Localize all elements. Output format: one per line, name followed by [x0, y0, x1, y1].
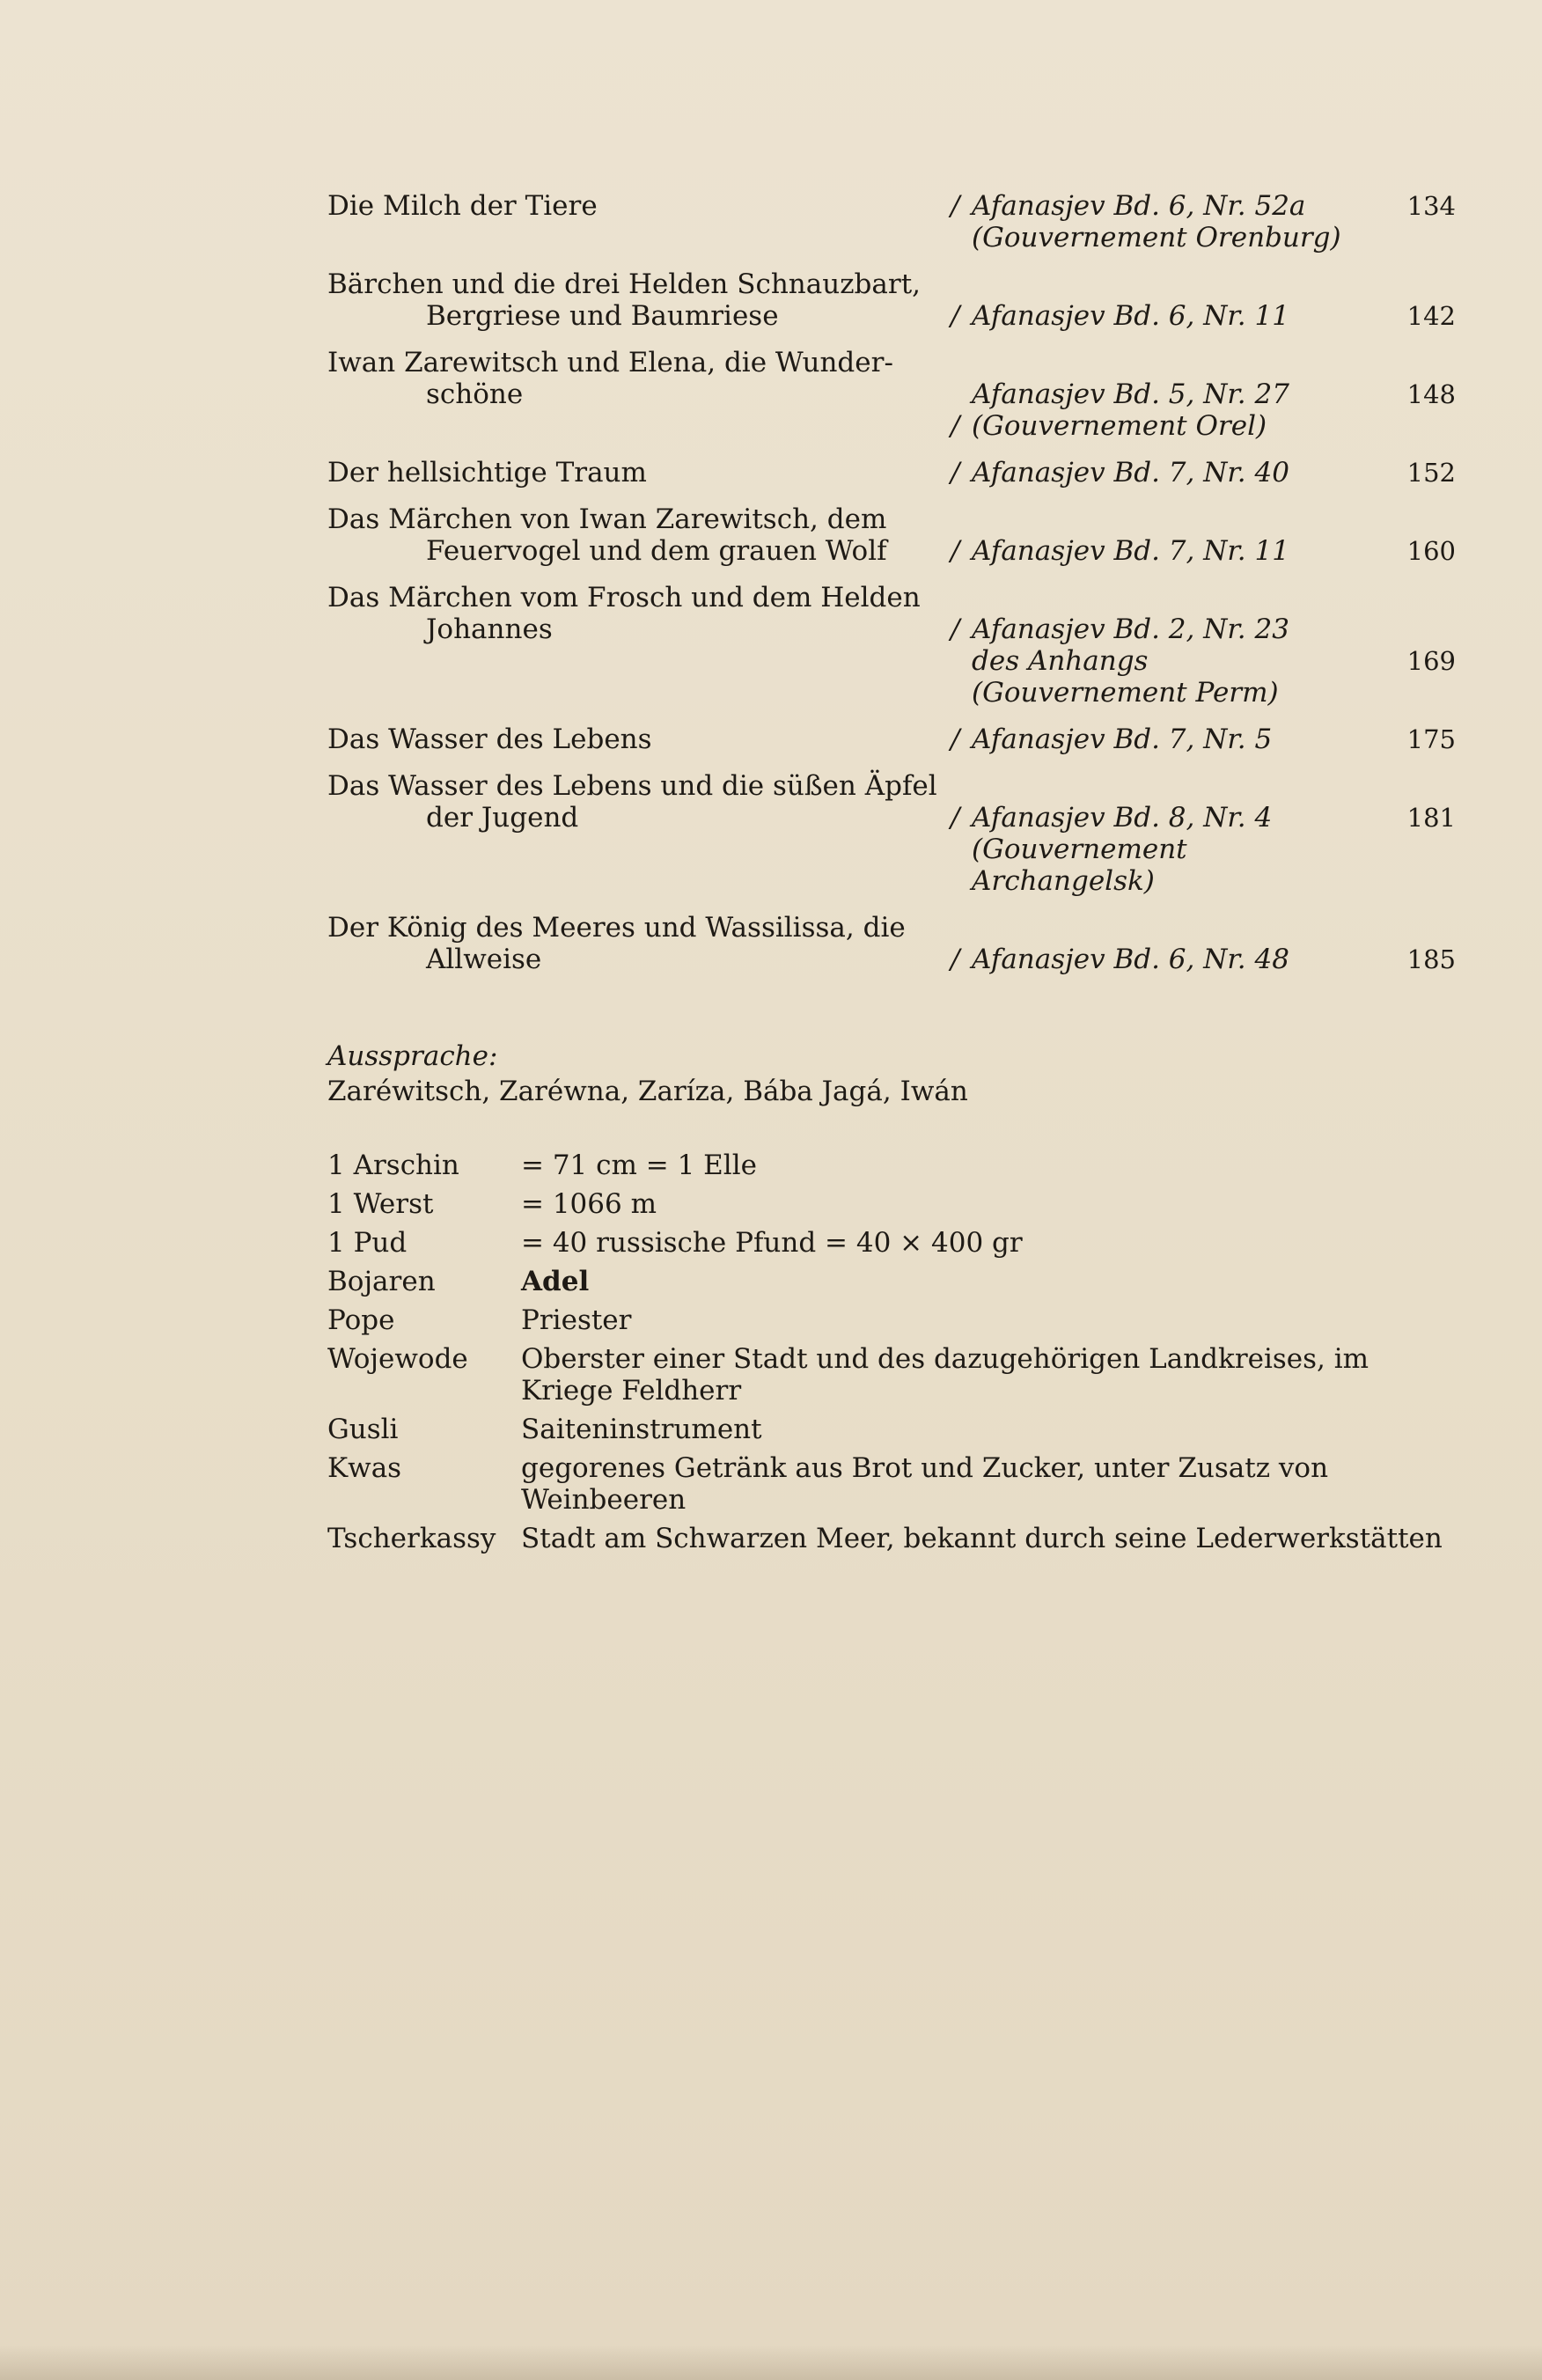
toc-title: Die Milch der Tiere — [327, 190, 598, 222]
toc-title: Das Märchen von Iwan Zarewitsch, dem Feuervogel und dem grauen Wolf — [327, 503, 887, 567]
toc-entry — [327, 582, 1472, 709]
toc-page-number: 185 — [1406, 944, 1456, 974]
toc-entry — [327, 347, 1472, 442]
glossary-row — [327, 1150, 1463, 1181]
glossary-term: 1 Werst — [327, 1188, 434, 1220]
toc-page-number: 160 — [1406, 536, 1456, 566]
glossary-row — [327, 1523, 1463, 1554]
glossary-term: 1 Pud — [327, 1227, 408, 1259]
slash: / — [951, 535, 960, 567]
toc-source: Afanasjev Bd. 7, Nr. 5 — [972, 724, 1273, 755]
table-of-contents — [327, 190, 1472, 990]
slash: / — [951, 802, 960, 834]
slash: / — [951, 457, 960, 488]
toc-title: Das Wasser des Lebens — [327, 724, 652, 755]
pronunciation-text: Zaréwitsch, Zaréwna, Zaríza, Bába Jagá, Iwán — [327, 1076, 968, 1107]
toc-page-number: 181 — [1406, 803, 1456, 833]
pronunciation-section — [327, 1039, 968, 1109]
toc-page-number: 142 — [1406, 301, 1456, 331]
glossary-definition: Saiteninstrument — [521, 1414, 762, 1445]
toc-page-number: 169 — [1406, 646, 1456, 676]
toc-source: Afanasjev Bd. 6, Nr. 11 — [972, 300, 1289, 332]
glossary-row — [327, 1227, 1463, 1259]
toc-title: Das Märchen vom Frosch und dem Helden Johannes — [327, 582, 921, 645]
glossary-definition: Priester — [521, 1304, 632, 1336]
glossary-row — [327, 1188, 1463, 1220]
glossary-row — [327, 1266, 1463, 1297]
pronunciation-heading: Aussprache: — [327, 1040, 498, 1072]
toc-title: Der hellsichtige Traum — [327, 457, 647, 488]
slash: / — [951, 410, 960, 442]
toc-source: Afanasjev Bd. 2, Nr. 23 des Anhangs (Gouvernement Perm) — [972, 613, 1289, 709]
toc-source: Afanasjev Bd. 7, Nr. 11 — [972, 535, 1289, 567]
glossary — [327, 1150, 1463, 1561]
toc-page-number: 152 — [1406, 458, 1456, 488]
glossary-definition: = 71 cm = 1 Elle — [521, 1150, 757, 1181]
glossary-definition: Stadt am Schwarzen Meer, bekannt durch seine Lederwerkstätten — [521, 1523, 1443, 1554]
toc-title: Iwan Zarewitsch und Elena, die Wunder- schöne — [327, 347, 893, 410]
toc-source: Afanasjev Bd. 8, Nr. 4 (Gouvernement Archangelsk) — [972, 802, 1273, 897]
glossary-definition: = 1066 m — [521, 1188, 657, 1220]
toc-entry — [327, 912, 1472, 975]
glossary-term: Kwas — [327, 1452, 402, 1484]
glossary-term: Wojewode — [327, 1343, 468, 1375]
slash: / — [951, 190, 960, 222]
toc-entry — [327, 268, 1472, 332]
toc-entry — [327, 503, 1472, 567]
slash: / — [951, 724, 960, 755]
toc-entry — [327, 457, 1472, 488]
toc-title: Der König des Meeres und Wassilissa, die Allweise — [327, 912, 906, 975]
slash: / — [951, 300, 960, 332]
glossary-definition: Adel — [521, 1266, 590, 1297]
toc-source: Afanasjev Bd. 6, Nr. 52a (Gouvernement Orenburg) — [972, 190, 1341, 253]
glossary-term: Tscherkassy — [327, 1523, 496, 1554]
glossary-row — [327, 1452, 1463, 1516]
glossary-definition: gegorenes Getränk aus Brot und Zucker, unter Zusatz von Weinbeeren — [521, 1452, 1329, 1516]
glossary-row — [327, 1343, 1463, 1407]
toc-source: Afanasjev Bd. 5, Nr. 27 (Gouvernement Orel) — [972, 378, 1289, 442]
toc-entry — [327, 724, 1472, 755]
glossary-term: Gusli — [327, 1414, 399, 1445]
glossary-row — [327, 1414, 1463, 1445]
glossary-definition: = 40 russische Pfund = 40 × 400 gr — [521, 1227, 1023, 1259]
toc-page-number: 134 — [1406, 191, 1456, 221]
glossary-row — [327, 1304, 1463, 1336]
glossary-definition: Oberster einer Stadt und des dazugehörigen Landkreises, im Kriege Feldherr — [521, 1343, 1369, 1407]
glossary-term: Pope — [327, 1304, 395, 1336]
toc-entry — [327, 190, 1472, 253]
slash: / — [951, 944, 960, 975]
toc-source: Afanasjev Bd. 7, Nr. 40 — [972, 457, 1289, 488]
toc-page-number: 175 — [1406, 724, 1456, 754]
toc-page-number: 148 — [1406, 379, 1456, 409]
toc-title: Das Wasser des Lebens und die süßen Äpfel der Jugend — [327, 770, 937, 834]
glossary-term: 1 Arschin — [327, 1150, 459, 1181]
toc-title: Bärchen und die drei Helden Schnauzbart, Bergriese und Baumriese — [327, 268, 922, 332]
toc-source: Afanasjev Bd. 6, Nr. 48 — [972, 944, 1289, 975]
slash: / — [951, 613, 960, 645]
toc-entry — [327, 770, 1472, 897]
glossary-term: Bojaren — [327, 1266, 436, 1297]
